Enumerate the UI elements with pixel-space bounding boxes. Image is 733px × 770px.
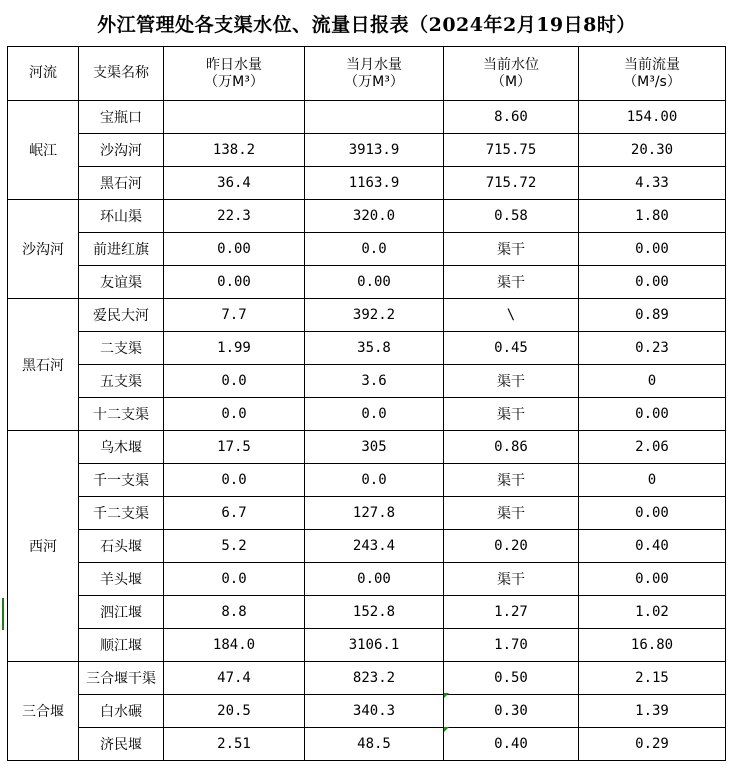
table-row (8, 200, 726, 233)
table-row (8, 266, 726, 299)
row-selection-marker (2, 598, 4, 630)
level-cell: 渠干 (444, 563, 579, 596)
canal-name-cell: 济民堰 (79, 728, 164, 761)
header-month-label: 当月水量 (346, 56, 402, 73)
yesterday-cell: 0.00 (164, 233, 305, 266)
flow-cell: 0.00 (579, 266, 726, 299)
flow-cell: 0.29 (579, 728, 726, 761)
canal-name-cell: 三合堰干渠 (79, 662, 164, 695)
header-flow-label: 当前流量 (624, 56, 680, 73)
table-row (8, 662, 726, 695)
table-row (8, 233, 726, 266)
report-table (7, 46, 726, 761)
month-cell: 35.8 (305, 332, 444, 365)
flow-cell: 0.89 (579, 299, 726, 332)
table-row (8, 629, 726, 662)
yesterday-cell: 7.7 (164, 299, 305, 332)
month-cell: 823.2 (305, 662, 444, 695)
canal-name-cell: 环山渠 (79, 200, 164, 233)
canal-name-cell: 顺江堰 (79, 629, 164, 662)
table-row (8, 167, 726, 200)
level-cell: 0.45 (444, 332, 579, 365)
header-row (8, 47, 726, 101)
flow-cell: 154.00 (579, 101, 726, 134)
month-cell: 320.0 (305, 200, 444, 233)
table-row (8, 563, 726, 596)
flow-cell: 2.06 (579, 431, 726, 464)
month-cell: 340.3 (305, 695, 444, 728)
canal-name-cell: 爱民大河 (79, 299, 164, 332)
level-cell: 渠干 (444, 233, 579, 266)
table-row (8, 332, 726, 365)
table-row (8, 596, 726, 629)
canal-name-cell: 前进红旗 (79, 233, 164, 266)
level-cell: 渠干 (444, 398, 579, 431)
flow-cell: 0 (579, 464, 726, 497)
month-cell (305, 101, 444, 134)
river-name-cell: 黑石河 (8, 299, 79, 431)
level-cell: 渠干 (444, 497, 579, 530)
month-cell: 3.6 (305, 365, 444, 398)
river-name-cell: 三合堰 (8, 662, 79, 761)
canal-name-cell: 羊头堰 (79, 563, 164, 596)
month-cell: 0.00 (305, 266, 444, 299)
flow-cell: 0.00 (579, 563, 726, 596)
month-cell: 0.0 (305, 233, 444, 266)
yesterday-cell: 36.4 (164, 167, 305, 200)
canal-name-cell: 二支渠 (79, 332, 164, 365)
level-cell: 715.72 (444, 167, 579, 200)
canal-name-cell: 沙沟河 (79, 134, 164, 167)
table-body (8, 101, 726, 761)
table-row (8, 464, 726, 497)
canal-name-cell: 友谊渠 (79, 266, 164, 299)
flow-cell: 0.00 (579, 233, 726, 266)
canal-name-cell: 千一支渠 (79, 464, 164, 497)
yesterday-cell: 184.0 (164, 629, 305, 662)
canal-name-cell: 石头堰 (79, 530, 164, 563)
table-row (8, 431, 726, 464)
level-cell: 0.30 (444, 695, 579, 728)
month-cell: 127.8 (305, 497, 444, 530)
flow-cell: 16.80 (579, 629, 726, 662)
month-cell: 1163.9 (305, 167, 444, 200)
header-yesterday-label: 昨日水量 (206, 56, 262, 73)
canal-name-cell: 乌木堰 (79, 431, 164, 464)
river-name-cell: 岷江 (8, 101, 79, 200)
yesterday-cell: 0.0 (164, 365, 305, 398)
header-yesterday (164, 47, 305, 101)
level-cell: 渠干 (444, 266, 579, 299)
header-river: 河流 (8, 47, 79, 101)
level-cell: 0.20 (444, 530, 579, 563)
header-level-label: 当前水位 (483, 56, 539, 73)
level-cell: 715.75 (444, 134, 579, 167)
cell-note-marker (444, 693, 449, 698)
level-cell: 渠干 (444, 464, 579, 497)
flow-cell: 1.02 (579, 596, 726, 629)
yesterday-cell: 17.5 (164, 431, 305, 464)
flow-cell: 0 (579, 365, 726, 398)
report-title: 外江管理处各支渠水位、流量日报表（2024年2月19日8时） (97, 13, 636, 36)
header-canal: 支渠名称 (79, 47, 164, 101)
level-cell: 0.50 (444, 662, 579, 695)
header-flow-unit: （M³/s） (623, 73, 681, 90)
yesterday-cell: 5.2 (164, 530, 305, 563)
canal-name-cell: 泗江堰 (79, 596, 164, 629)
flow-cell: 1.39 (579, 695, 726, 728)
header-level (444, 47, 579, 101)
river-name-cell: 沙沟河 (8, 200, 79, 299)
month-cell: 48.5 (305, 728, 444, 761)
level-cell: 0.86 (444, 431, 579, 464)
flow-cell: 0.23 (579, 332, 726, 365)
table-row (8, 695, 726, 728)
yesterday-cell: 0.0 (164, 464, 305, 497)
flow-cell: 20.30 (579, 134, 726, 167)
month-cell: 0.00 (305, 563, 444, 596)
flow-cell: 1.80 (579, 200, 726, 233)
yesterday-cell: 0.0 (164, 563, 305, 596)
table-row (8, 530, 726, 563)
level-cell: 1.70 (444, 629, 579, 662)
level-cell: 0.58 (444, 200, 579, 233)
month-cell: 152.8 (305, 596, 444, 629)
month-cell: 0.0 (305, 398, 444, 431)
level-cell: 0.40 (444, 728, 579, 761)
header-level-unit: （M） (490, 73, 532, 90)
table-row (8, 134, 726, 167)
canal-name-cell: 千二支渠 (79, 497, 164, 530)
canal-name-cell: 十二支渠 (79, 398, 164, 431)
yesterday-cell: 0.0 (164, 398, 305, 431)
level-cell: \ (444, 299, 579, 332)
yesterday-cell: 1.99 (164, 332, 305, 365)
header-yesterday-unit: （万M³） (204, 73, 264, 90)
table-row (8, 728, 726, 761)
month-cell: 243.4 (305, 530, 444, 563)
header-month-unit: （万M³） (344, 73, 404, 90)
month-cell: 392.2 (305, 299, 444, 332)
table-row (8, 497, 726, 530)
month-cell: 0.0 (305, 464, 444, 497)
month-cell: 3913.9 (305, 134, 444, 167)
yesterday-cell: 22.3 (164, 200, 305, 233)
level-cell: 1.27 (444, 596, 579, 629)
yesterday-cell: 47.4 (164, 662, 305, 695)
table-row (8, 398, 726, 431)
month-cell: 305 (305, 431, 444, 464)
flow-cell: 0.00 (579, 497, 726, 530)
yesterday-cell: 8.8 (164, 596, 305, 629)
level-cell: 8.60 (444, 101, 579, 134)
level-cell: 渠干 (444, 365, 579, 398)
canal-name-cell: 五支渠 (79, 365, 164, 398)
river-name-cell: 西河 (8, 431, 79, 662)
yesterday-cell: 2.51 (164, 728, 305, 761)
yesterday-cell: 6.7 (164, 497, 305, 530)
table-row (8, 101, 726, 134)
header-month (305, 47, 444, 101)
yesterday-cell: 0.00 (164, 266, 305, 299)
canal-name-cell: 白水碾 (79, 695, 164, 728)
header-flow (579, 47, 726, 101)
yesterday-cell (164, 101, 305, 134)
flow-cell: 4.33 (579, 167, 726, 200)
table-row (8, 299, 726, 332)
month-cell: 3106.1 (305, 629, 444, 662)
flow-cell: 0.40 (579, 530, 726, 563)
yesterday-cell: 20.5 (164, 695, 305, 728)
canal-name-cell: 宝瓶口 (79, 101, 164, 134)
table-row (8, 365, 726, 398)
yesterday-cell: 138.2 (164, 134, 305, 167)
flow-cell: 2.15 (579, 662, 726, 695)
flow-cell: 0.00 (579, 398, 726, 431)
cell-note-marker (444, 727, 449, 732)
canal-name-cell: 黑石河 (79, 167, 164, 200)
